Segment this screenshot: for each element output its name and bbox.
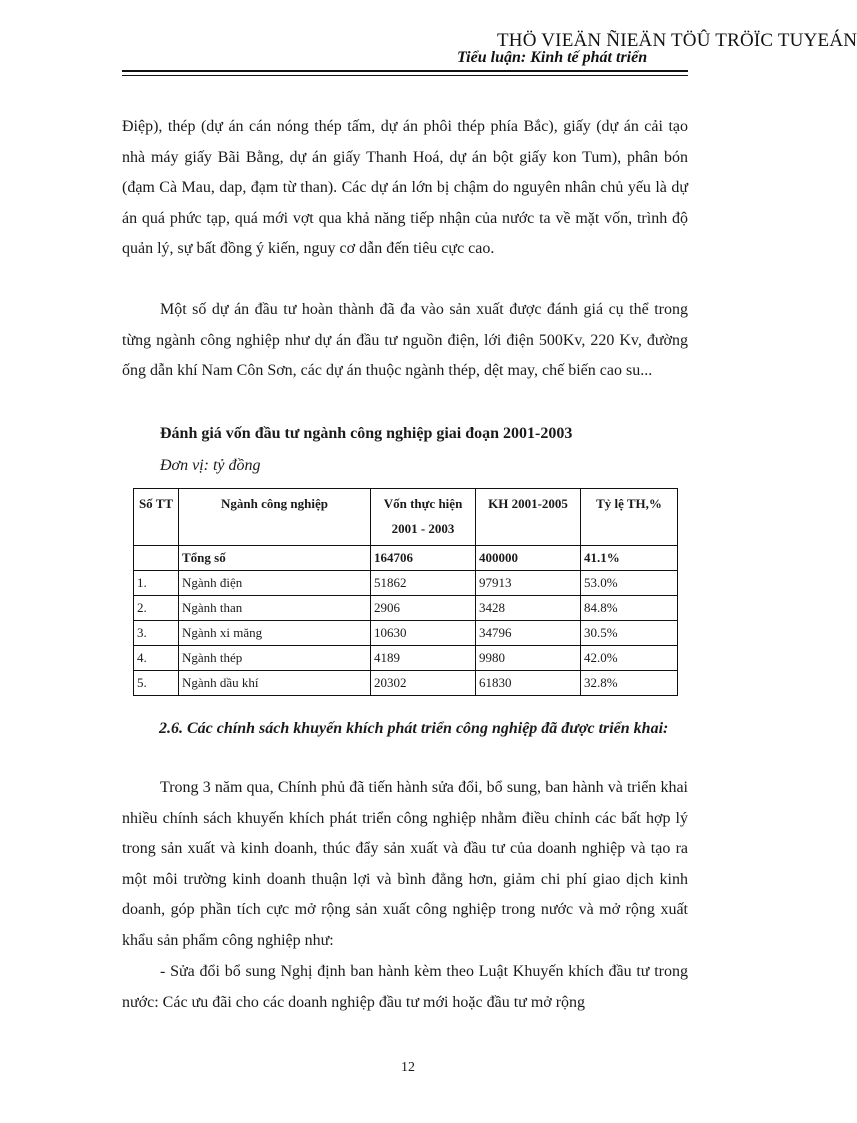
page-number: 12 <box>401 1060 415 1075</box>
cell-plan: 34796 <box>476 621 581 646</box>
table-header-row <box>134 489 678 546</box>
table-row <box>134 646 678 671</box>
watermark-text: THÖ VIEÄN ÑIEÄN TÖÛ TRÖÏC TUYEÁN <box>497 30 857 51</box>
cell-industry: Tổng số <box>179 546 371 571</box>
cell-rate: 84.8% <box>581 596 678 621</box>
paragraph-4: - Sửa đổi bổ sung Nghị định ban hành kèm theo Luật Khuyến khích đầu tư trong nước: Các ưu đãi cho các doanh nghiệp đầu tư mới hoặc đầu tư mở rộng <box>122 963 688 1011</box>
cell-rate: 32.8% <box>581 671 678 696</box>
cell-industry: Ngành thép <box>179 646 371 671</box>
header-rule <box>122 70 688 72</box>
table-row-total <box>134 546 678 571</box>
cell-no: 2. <box>134 596 179 621</box>
cell-rate: 42.0% <box>581 646 678 671</box>
cell-plan: 9980 <box>476 646 581 671</box>
cell-actual: 51862 <box>371 571 476 596</box>
table-row <box>134 596 678 621</box>
col-header-no: Số TT <box>134 489 179 546</box>
cell-no <box>134 546 179 571</box>
cell-industry: Ngành điện <box>179 571 371 596</box>
col-header-actual: Vốn thực hiện 2001 - 2003 <box>371 489 476 546</box>
cell-actual: 164706 <box>371 546 476 571</box>
col-header-rate: Tỷ lệ TH,% <box>581 489 678 546</box>
cell-no: 1. <box>134 571 179 596</box>
cell-plan: 61830 <box>476 671 581 696</box>
cell-actual: 2906 <box>371 596 476 621</box>
cell-rate: 53.0% <box>581 571 678 596</box>
section-heading: 2.6. Các chính sách khuyến khích phát triển công nghiệp đã được triển khai: <box>159 720 669 737</box>
table-row <box>134 571 678 596</box>
cell-actual: 10630 <box>371 621 476 646</box>
cell-no: 5. <box>134 671 179 696</box>
col-header-industry: Ngành công nghiệp <box>179 489 371 546</box>
cell-plan: 400000 <box>476 546 581 571</box>
table-row <box>134 671 678 696</box>
table-unit: Đơn vị: tỷ đồng <box>160 457 261 474</box>
cell-plan: 3428 <box>476 596 581 621</box>
paragraph-1: Điệp), thép (dự án cán nóng thép tấm, dự án phôi thép phía Bắc), giấy (dự án cải tạo nhà máy giấy Bãi Bằng, dự án giấy Thanh Hoá, dự án bột giấy kon Tum), phân bón (đạm Cà Mau, dap, đạm từ than). Các dự án lớn bị chậm do nguyên nhân chủ yếu là dự án quá phức tạp, quá mới vợt qua khả năng tiếp nhận của nước ta về mặt vốn, trình độ quản lý, sự bất đồng ý kiến, nguy cơ dẫn đến tiêu cực cao. <box>122 118 688 257</box>
cell-actual: 4189 <box>371 646 476 671</box>
cell-industry: Ngành xi măng <box>179 621 371 646</box>
cell-actual: 20302 <box>371 671 476 696</box>
cell-no: 4. <box>134 646 179 671</box>
cell-rate: 41.1% <box>581 546 678 571</box>
cell-plan: 97913 <box>476 571 581 596</box>
header-rule-thin <box>122 75 688 76</box>
cell-industry: Ngành than <box>179 596 371 621</box>
investment-table <box>133 488 678 696</box>
paragraph-3: Trong 3 năm qua, Chính phủ đã tiến hành sửa đổi, bổ sung, ban hành và triển khai nhiều chính sách khuyến khích phát triển công nghiệp nhằm điều chỉnh các bất hợp lý trong sản xuất và kinh doanh, thúc đẩy sản xuất và đầu tư của doanh nghiệp và tạo ra một môi trường kinh doanh thuận lợi và bình đẳng hơn, giảm chi phí giao dịch kinh doanh, góp phần tích cực mở rộng sản xuất công nghiệp trong nước và mở rộng xuất khẩu sản phẩm công nghiệp như: <box>122 779 688 949</box>
cell-industry: Ngành dầu khí <box>179 671 371 696</box>
header-title: Tiểu luận: Kinh tế phát triển <box>457 49 648 66</box>
col-header-plan: KH 2001-2005 <box>476 489 581 546</box>
cell-no: 3. <box>134 621 179 646</box>
table-row <box>134 621 678 646</box>
table-title: Đánh giá vốn đầu tư ngành công nghiệp giai đoạn 2001-2003 <box>160 425 573 442</box>
cell-rate: 30.5% <box>581 621 678 646</box>
paragraph-2: Một số dự án đầu tư hoàn thành đã đa vào sản xuất được đánh giá cụ thể trong từng ngành công nghiệp như dự án đầu tư nguồn điện, lới điện 500Kv, 220 Kv, đường ống dẫn khí Nam Côn Sơn, các dự án thuộc ngành thép, dệt may, chế biến cao su... <box>122 301 688 379</box>
